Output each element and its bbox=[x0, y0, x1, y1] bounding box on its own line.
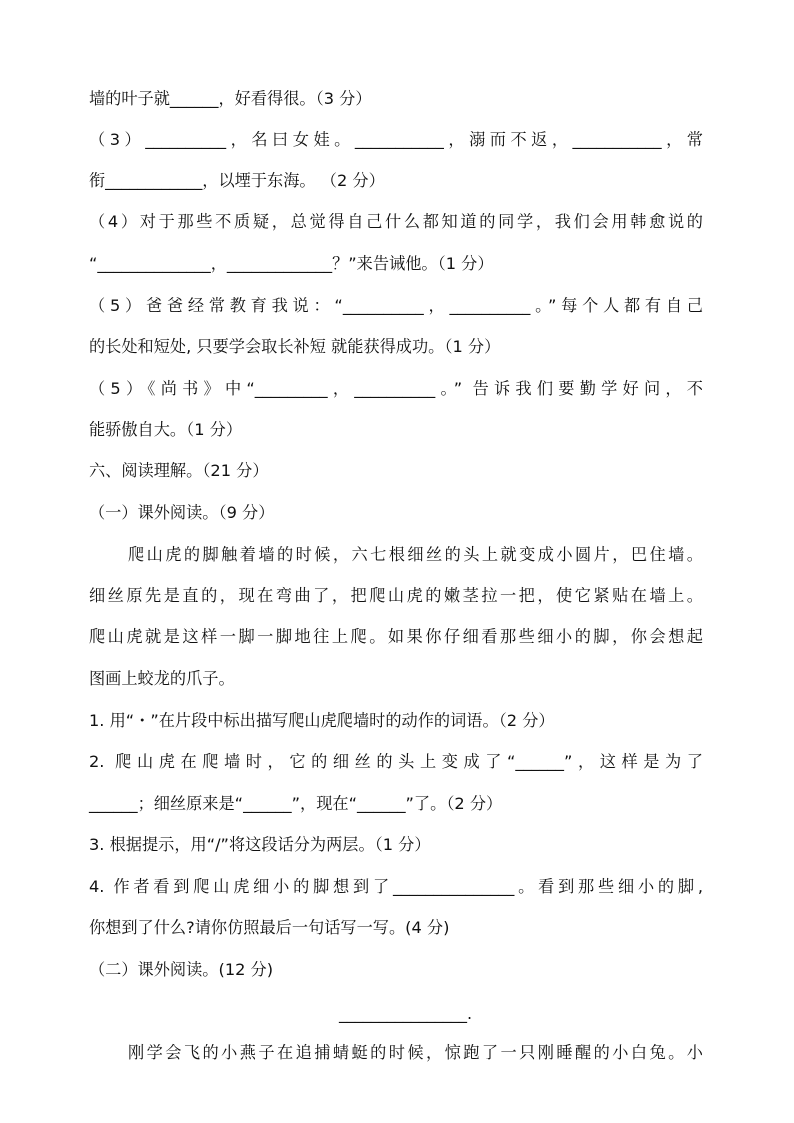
text-line: 的长处和短处, 只要学会取长补短 就能获得成功。（1 分） bbox=[89, 337, 501, 356]
question-line: 1. 用“・”在片段中标出描写爬山虎爬墙时的动作的词语。（2 分） bbox=[89, 711, 555, 730]
passage-line: 细丝原先是直的，现在弯曲了，把爬山虎的嫩茎拉一把，使它紧贴在墙上。 bbox=[89, 586, 703, 605]
question-line: 2. 爬山虎在爬墙时，它的细丝的头上变成了“______”，这样是为了 bbox=[89, 752, 703, 771]
question-line: 4. 作者看到爬山虎细小的脚想到了_______________。看到那些细小的脚, bbox=[89, 877, 703, 896]
passage-line: 刚学会飞的小燕子在追捕蜻蜓的时候，惊跑了一只刚睡醒的小白兔。小 bbox=[128, 1043, 703, 1062]
subsection-heading: （二）课外阅读。(12 分) bbox=[89, 960, 274, 979]
text-line: （5）《尚书》中“_________，__________。” 告诉我们要勤学好问，不 bbox=[89, 379, 703, 398]
section-heading: 六、阅读理解。（21 分） bbox=[89, 461, 269, 480]
text-line: 墙的叶子就______，好看得很。（3 分） bbox=[89, 89, 372, 108]
text-line: “______________，_____________？”来告诫他。（1 分） bbox=[89, 254, 494, 273]
passage-line: 图画上蛟龙的爪子。 bbox=[89, 669, 235, 688]
text-line: （4）对于那些不质疑，总觉得自己什么都知道的同学，我们会用韩愈说的 bbox=[89, 212, 703, 231]
text-line: （3）__________，名曰女娃。___________，溺而不返，___________，常 bbox=[89, 130, 703, 149]
question-line: 3. 根据提示，用“/”将这段话分为两层。（1 分） bbox=[89, 835, 431, 854]
text-line: （5）爸爸经常教育我说：“__________，__________。”每个人都有自己 bbox=[89, 296, 703, 315]
question-line: 你想到了什么?请你仿照最后一句话写一写。(4 分) bbox=[89, 918, 450, 937]
text-line: 衔____________，以堙于东海。 （2 分） bbox=[89, 171, 385, 190]
passage-line: 爬山虎就是这样一脚一脚地往上爬。如果你仔细看那些细小的脚，你会想起 bbox=[89, 627, 703, 646]
passage-line: 爬山虎的脚触着墙的时候，六七根细丝的头上就变成小圆片，巴住墙。 bbox=[128, 545, 703, 564]
subsection-heading: （一）课外阅读。（9 分） bbox=[89, 503, 275, 522]
question-line: ______；细丝原来是“______”，现在“______”了。（2 分） bbox=[89, 794, 503, 813]
text-line: 能骄傲自大。（1 分） bbox=[89, 420, 243, 439]
passage-title-blank: ________________. bbox=[339, 1004, 473, 1023]
